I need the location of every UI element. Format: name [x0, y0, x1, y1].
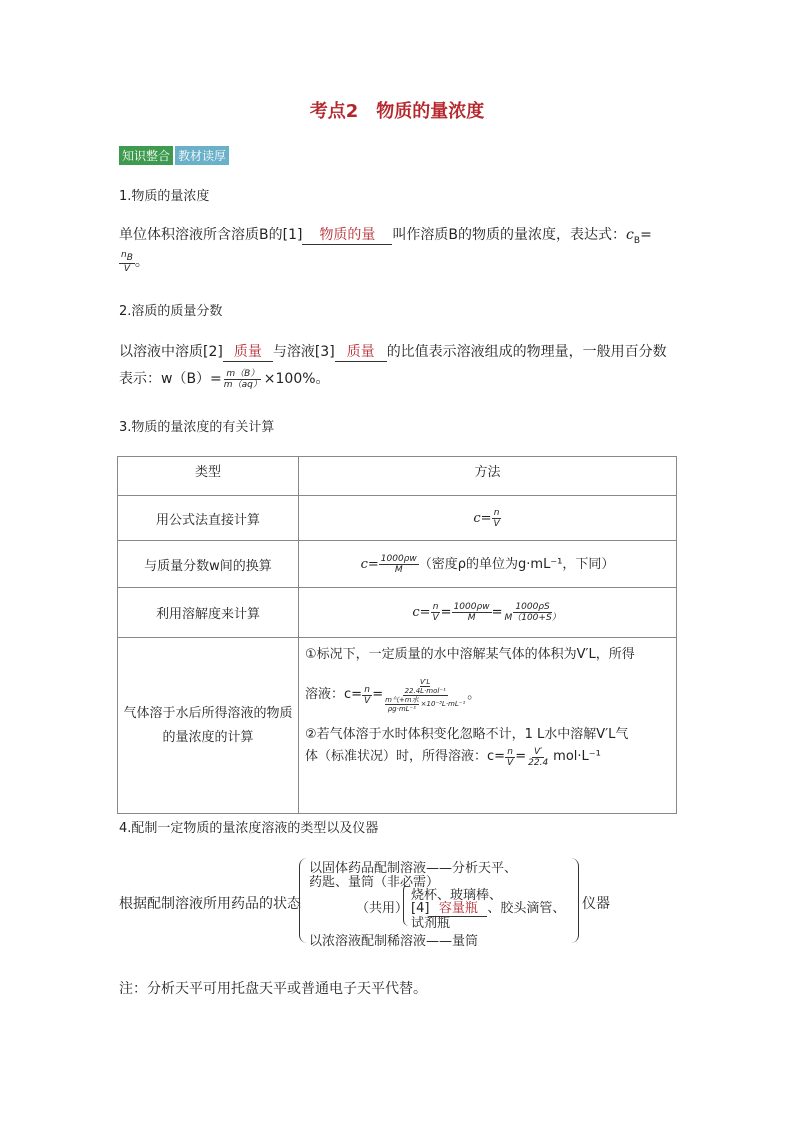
- s1-heading: 1.物质的量浓度: [119, 189, 210, 204]
- s2-line2-a: 表示：w（B）=: [119, 371, 222, 387]
- table-row: [118, 588, 677, 638]
- s4-left-label: 根据配制溶液所用药品的状态: [119, 896, 301, 912]
- item3: 试剂瓶: [411, 916, 451, 931]
- row3-method: c= $\frac{n}{V}$ = $\frac{1000\rho w}{M}$ = $\frac{1000\rho S}{M(100+S)}$: [299, 588, 677, 638]
- s2-line2-b: ×100%。: [263, 371, 330, 387]
- table-row: [118, 541, 677, 588]
- s2-line2: [119, 368, 330, 390]
- col-type: 类型: [118, 457, 299, 496]
- solid-line2: 药匙、量筒（非必需）: [309, 875, 440, 890]
- s1-c: c: [626, 227, 634, 243]
- s1-eq: =: [640, 227, 652, 243]
- s1-text-a: 单位体积溶液所含溶质B的[1]: [119, 227, 303, 243]
- right-brace: [568, 858, 579, 943]
- s1-text-b: 叫作溶质B的物质的量浓度，表达式：: [392, 227, 627, 243]
- s2-frac: $\frac{m(B)}{m(aq)}$: [223, 368, 262, 390]
- blank-4: 容量瓶: [429, 897, 487, 917]
- s2-text-b: 与溶液[3]: [272, 344, 335, 360]
- solid-line1: 以固体药品配制溶液——分析天平、: [309, 861, 518, 876]
- item2: [4] 容量瓶 、胶头滴管、: [411, 897, 565, 917]
- note: 注：分析天平可用托盘天平或普通电子天平代替。: [119, 981, 427, 997]
- blank-3: 质量: [335, 341, 387, 362]
- s1-end: 。: [134, 253, 149, 270]
- s3-heading: 3.物质的量浓度的有关计算: [119, 420, 275, 435]
- s4-right-label: 仪器: [582, 896, 610, 912]
- liquid-line: 以浓溶液配制稀溶液——量筒: [309, 934, 479, 949]
- col-method: 方法: [299, 457, 677, 496]
- s2-text-c: 的比值表示溶液组成的物理量，一般用百分数: [386, 344, 667, 360]
- row4-formula: 溶液：c= $\frac{n}{V}$ = V′L 22.4L·mol⁻¹ m气+m水 ρg·mL⁻¹ ×10⁻³L·mL⁻¹ 。: [305, 677, 481, 713]
- row4-method: [299, 638, 677, 814]
- row2-type: 与质量分数w间的换算: [118, 541, 299, 588]
- item1: 烧杯、玻璃棒、: [411, 888, 503, 903]
- blank-2: 质量: [223, 341, 273, 362]
- tag-knowledge: 知识整合: [119, 146, 173, 165]
- s1-c-sub: B: [633, 235, 641, 246]
- table-row: [118, 496, 677, 541]
- s1-formula: [119, 250, 149, 274]
- section-tag: [119, 146, 229, 165]
- s2-line1: [119, 341, 667, 362]
- row2-method: c= $\frac{1000\rho w}{M}$ （密度ρ的单位为g·mL⁻¹，下同）: [299, 541, 677, 588]
- tag-textbook: 教材读厚: [175, 146, 229, 165]
- s4-heading: 4.配制一定物质的量浓度溶液的类型以及仪器: [119, 821, 379, 836]
- s2-text-a: 以溶液中溶质[2]: [119, 344, 223, 360]
- s1-frac: $\frac{n_B}{V}$: [121, 250, 133, 274]
- page-title: 考点2 物质的量浓度: [309, 101, 485, 122]
- row4-p2: ②若气体溶于水时体积变化忽略不计，1 L水中溶解V′L气: [305, 727, 629, 742]
- row4-type: 气体溶于水后所得溶液的物质的量浓度的计算: [118, 638, 299, 814]
- row3-type: 利用溶解度来计算: [118, 588, 299, 638]
- s2-heading: 2.溶质的质量分数: [119, 304, 223, 319]
- inner-brace: [403, 884, 410, 926]
- calc-table: [117, 456, 677, 814]
- blank-1: 物质的量: [302, 224, 392, 245]
- table-row: [118, 638, 677, 814]
- row4-p1: ①标况下，一定质量的水中溶解某气体的体积为V′L，所得: [305, 647, 635, 662]
- common-label: （共用）: [356, 901, 409, 916]
- row1-type: 用公式法直接计算: [118, 496, 299, 541]
- s1-line1: [119, 224, 652, 246]
- row4-p2-formula: 体（标准状况）时，所得溶液：c= $\frac{n}{V}$ = $\frac{V'}{22.4}$ mol·L⁻¹: [305, 746, 601, 768]
- row1-method: c= $\frac{n}{V}$: [299, 496, 677, 541]
- table-header-row: [118, 457, 677, 496]
